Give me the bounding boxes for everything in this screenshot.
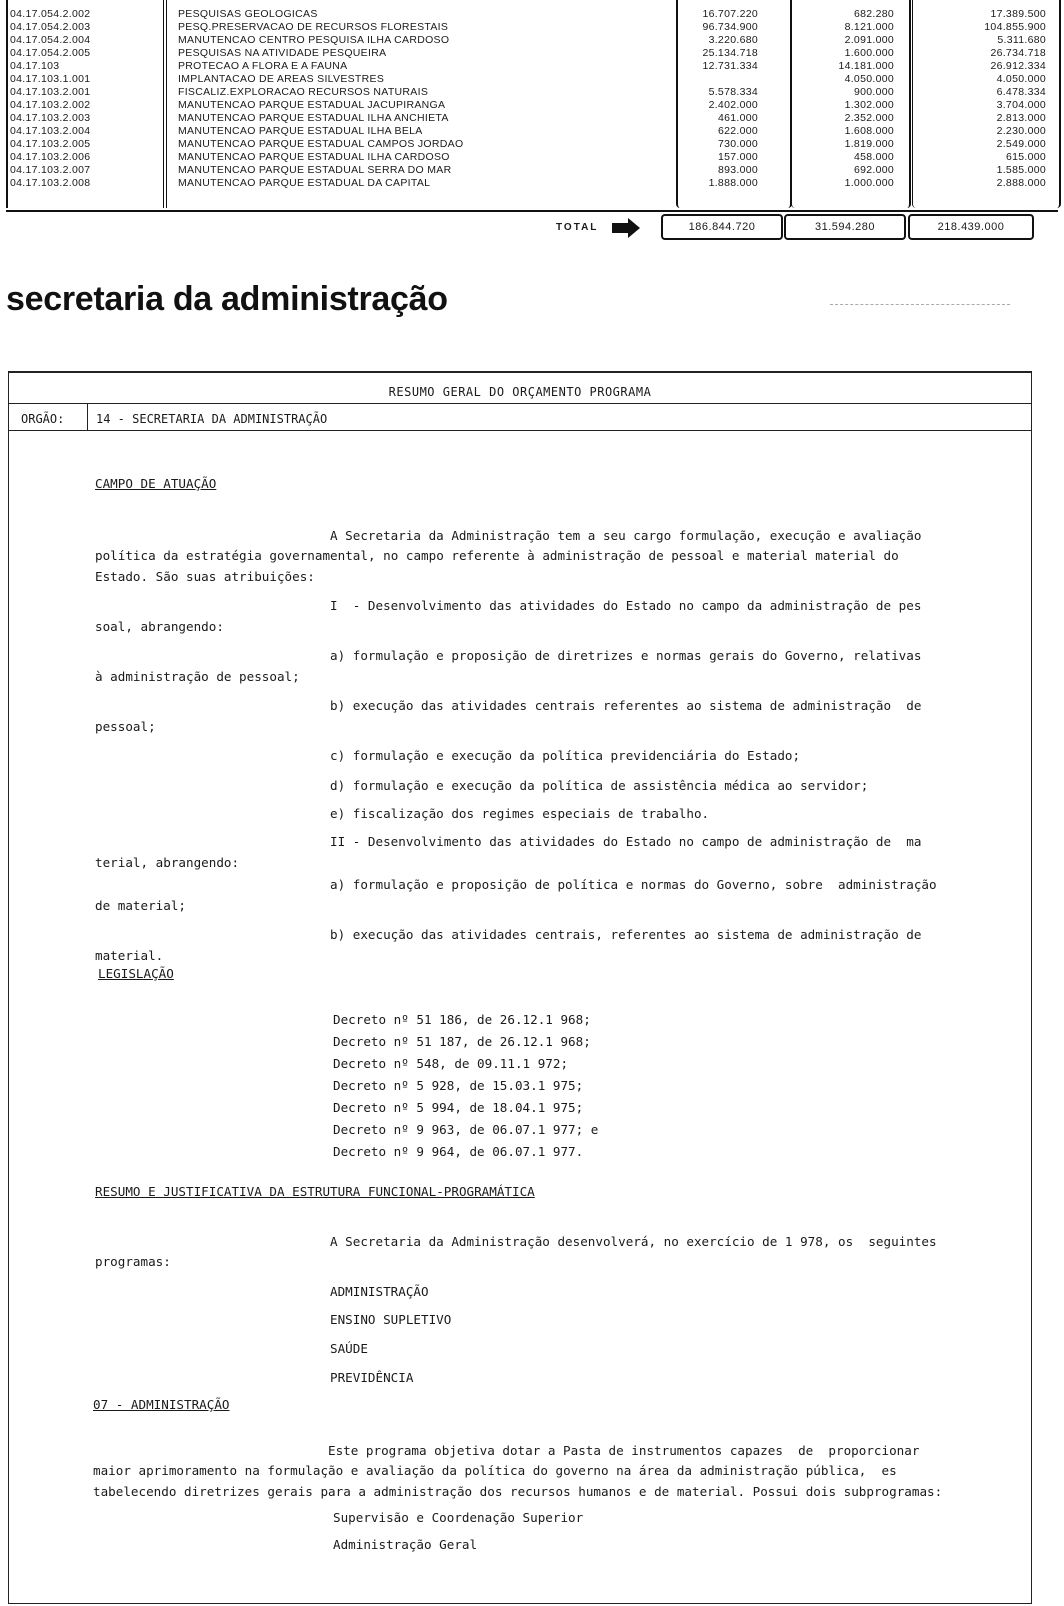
programa-item: PREVIDÊNCIA	[330, 1370, 414, 1385]
p1-line3: Estado. São suas atribuições:	[95, 569, 315, 584]
section-heading: secretaria da administração	[6, 280, 448, 318]
item-ib-line1: b) execução das atividades centrais referentes ao sistema de administração de	[330, 698, 922, 713]
row-code: 04.17.054.2.005	[10, 47, 91, 59]
org-value: 14 - SECRETARIA DA ADMINISTRAÇÃO	[96, 412, 328, 426]
decreto-item: Decreto nº 548, de 09.11.1 972;	[333, 1056, 569, 1071]
table-row	[6, 125, 1058, 137]
row-value-3: 5.311.680	[997, 34, 1046, 46]
row-value-1: 16.707.220	[702, 8, 758, 20]
org-row	[9, 404, 1031, 431]
item-id: d) formulação e execução da política de assistência médica ao servidor;	[330, 778, 869, 793]
row-value-3: 2.813.000	[996, 112, 1046, 124]
item-i-line2: soal, abrangendo:	[95, 619, 224, 634]
row-value-3: 104.855.900	[984, 21, 1046, 33]
table-row	[6, 151, 1058, 163]
item-ii-line2: terial, abrangendo:	[95, 855, 240, 870]
row-description: MANUTENCAO PARQUE ESTADUAL DA CAPITAL	[178, 177, 431, 189]
decreto-item: Decreto nº 51 186, de 26.12.1 968;	[333, 1012, 591, 1027]
row-value-3: 615.000	[1005, 151, 1046, 163]
decreto-item: Decreto nº 9 963, de 06.07.1 977; e	[333, 1122, 599, 1137]
row-value-2: 682.280	[853, 8, 894, 20]
decreto-item: Decreto nº 51 187, de 26.12.1 968;	[333, 1034, 591, 1049]
row-code: 04.17.103.2.006	[10, 151, 91, 163]
row-description: MANUTENCAO PARQUE ESTADUAL JACUPIRANGA	[178, 99, 446, 111]
adm-line2: maior aprimoramento na formulação e avaliação da política do governo na área da administração pública, es	[93, 1463, 897, 1478]
row-value-3: 3.704.000	[996, 99, 1046, 111]
row-value-2: 1.000.000	[844, 177, 894, 189]
row-value-1: 96.734.900	[702, 21, 758, 33]
heading-rule	[830, 304, 1010, 305]
row-value-1: 5.578.334	[708, 86, 758, 98]
item-iia-line1: a) formulação e proposição de política e normas do Governo, sobre administração	[330, 877, 937, 892]
table-row	[6, 112, 1058, 124]
row-value-1: 893.000	[717, 164, 758, 176]
row-code: 04.17.103.1.001	[10, 73, 91, 85]
row-code: 04.17.103.2.004	[10, 125, 91, 137]
row-value-3: 1.585.000	[996, 164, 1046, 176]
table-row	[6, 138, 1058, 150]
programa-item: SAÚDE	[330, 1341, 368, 1356]
row-value-1: 157.000	[717, 151, 758, 163]
row-value-2: 14.181.000	[838, 60, 894, 72]
row-value-1: 461.000	[717, 112, 758, 124]
decreto-item: Decreto nº 5 994, de 18.04.1 975;	[333, 1100, 584, 1115]
subprograma-item: Supervisão e Coordenação Superior	[333, 1510, 584, 1525]
row-value-3: 2.549.000	[996, 138, 1046, 150]
adm-line3: tabelecendo diretrizes gerais para a administração dos recursos humanos e de material. Possui dois subprogramas:	[93, 1484, 943, 1499]
item-i-line1: I - Desenvolvimento das atividades do Estado no campo da administração de pes	[330, 598, 922, 613]
table-row	[6, 60, 1058, 72]
row-value-3: 17.389.500	[990, 8, 1046, 20]
row-value-2: 1.302.000	[844, 99, 894, 111]
row-value-3: 26.912.334	[990, 60, 1046, 72]
row-value-2: 2.091.000	[844, 34, 894, 46]
row-value-2: 900.000	[853, 86, 894, 98]
adm-line1: Este programa objetiva dotar a Pasta de instrumentos capazes de proporcionar	[328, 1443, 920, 1458]
row-code: 04.17.103.2.005	[10, 138, 91, 150]
arrow-right-icon	[612, 218, 640, 238]
row-description: MANUTENCAO PARQUE ESTADUAL ILHA ANCHIETA	[178, 112, 449, 124]
row-value-1: 2.402.000	[708, 99, 758, 111]
decreto-item: Decreto nº 9 964, de 06.07.1 977.	[333, 1144, 584, 1159]
table-row	[6, 47, 1058, 59]
row-value-1: 622.000	[717, 125, 758, 137]
frame-title: RESUMO GERAL DO ORÇAMENTO PROGRAMA	[388, 385, 652, 399]
table-row	[6, 21, 1058, 33]
total-row	[0, 212, 1064, 242]
item-ie: e) fiscalização dos regimes especiais de trabalho.	[330, 806, 710, 821]
item-iia-line2: de material;	[95, 898, 186, 913]
item-ia-line2: à administração de pessoal;	[95, 669, 300, 684]
row-value-3: 2.888.000	[996, 177, 1046, 189]
p1-line1: A Secretaria da Administração tem a seu cargo formulação, execução e avaliação	[330, 528, 922, 543]
row-value-1: 730.000	[717, 138, 758, 150]
row-code: 04.17.103.2.002	[10, 99, 91, 111]
row-description: MANUTENCAO PARQUE ESTADUAL ILHA CARDOSO	[178, 151, 450, 163]
row-code: 04.17.054.2.003	[10, 21, 91, 33]
item-ic: c) formulação e execução da política previdenciária do Estado;	[330, 748, 801, 763]
row-value-3: 6.478.334	[996, 86, 1046, 98]
item-iib-line2: material.	[95, 948, 164, 963]
row-value-2: 1.600.000	[844, 47, 894, 59]
table-row	[6, 86, 1058, 98]
programa-item: ADMINISTRAÇÃO	[330, 1284, 429, 1299]
total-value-2: 31.594.280	[784, 214, 906, 240]
row-code: 04.17.103	[10, 60, 60, 72]
row-value-3: 26.734.718	[990, 47, 1046, 59]
row-value-1: 3.220.680	[708, 34, 758, 46]
row-description: MANUTENCAO CENTRO PESQUISA ILHA CARDOSO	[178, 34, 450, 46]
row-code: 04.17.103.2.003	[10, 112, 91, 124]
legislacao-heading: LEGISLAÇÃO	[98, 966, 174, 981]
item-ii-line1: II - Desenvolvimento das atividades do Estado no campo de administração de ma	[330, 834, 922, 849]
row-code: 04.17.103.2.001	[10, 86, 91, 98]
row-description: PESQ.PRESERVACAO DE RECURSOS FLORESTAIS	[178, 21, 449, 33]
row-description: FISCALIZ.EXPLORACAO RECURSOS NATURAIS	[178, 86, 429, 98]
row-code: 04.17.103.2.008	[10, 177, 91, 189]
p1-line2: política da estratégia governamental, no campo referente à administração de pessoal e material material do	[95, 548, 899, 563]
item-iib-line1: b) execução das atividades centrais, referentes ao sistema de administração de	[330, 927, 922, 942]
table-row	[6, 8, 1058, 20]
total-value-1: 186.844.720	[661, 214, 783, 240]
administracao-heading: 07 - ADMINISTRAÇÃO	[93, 1397, 230, 1412]
decreto-item: Decreto nº 5 928, de 15.03.1 975;	[333, 1078, 584, 1093]
programa-item: ENSINO SUPLETIVO	[330, 1312, 452, 1327]
item-ib-line2: pessoal;	[95, 719, 156, 734]
resumo-heading: RESUMO E JUSTIFICATIVA DA ESTRUTURA FUNCIONAL-PROGRAMÁTICA	[95, 1184, 535, 1199]
frame-title-row	[9, 373, 1031, 404]
row-value-2: 1.819.000	[844, 138, 894, 150]
subprograma-item: Administração Geral	[333, 1537, 478, 1552]
row-value-2: 4.050.000	[844, 73, 894, 85]
org-label: ORGÃO:	[21, 412, 65, 426]
campo-heading: CAMPO DE ATUAÇÃO	[95, 476, 217, 491]
row-code: 04.17.054.2.002	[10, 8, 91, 20]
row-value-1: 12.731.334	[702, 60, 758, 72]
resumo-line2: programas:	[95, 1254, 171, 1269]
table-row	[6, 99, 1058, 111]
row-description: MANUTENCAO PARQUE ESTADUAL CAMPOS JORDAO	[178, 138, 464, 150]
row-value-3: 4.050.000	[996, 73, 1046, 85]
total-label: TOTAL	[556, 222, 599, 233]
row-description: IMPLANTACAO DE AREAS SILVESTRES	[178, 73, 385, 85]
table-row	[6, 177, 1058, 189]
row-value-1: 25.134.718	[702, 47, 758, 59]
row-value-2: 692.000	[853, 164, 894, 176]
row-code: 04.17.103.2.007	[10, 164, 91, 176]
row-description: PESQUISAS NA ATIVIDADE PESQUEIRA	[178, 47, 387, 59]
row-value-2: 2.352.000	[844, 112, 894, 124]
item-ia-line1: a) formulação e proposição de diretrizes e normas gerais do Governo, relativas	[330, 648, 922, 663]
row-value-1: 1.888.000	[708, 177, 758, 189]
table-row	[6, 73, 1058, 85]
row-description: PESQUISAS GEOLOGICAS	[178, 8, 318, 20]
row-value-2: 1.608.000	[844, 125, 894, 137]
budget-table	[6, 0, 1058, 212]
org-divider	[87, 404, 88, 430]
row-value-2: 8.121.000	[844, 21, 894, 33]
row-description: PROTECAO A FLORA E A FAUNA	[178, 60, 348, 72]
row-value-3: 2.230.000	[996, 125, 1046, 137]
row-value-2: 458.000	[853, 151, 894, 163]
table-row	[6, 34, 1058, 46]
row-description: MANUTENCAO PARQUE ESTADUAL SERRA DO MAR	[178, 164, 452, 176]
table-row	[6, 164, 1058, 176]
resumo-line1: A Secretaria da Administração desenvolverá, no exercício de 1 978, os seguintes	[330, 1234, 937, 1249]
row-description: MANUTENCAO PARQUE ESTADUAL ILHA BELA	[178, 125, 423, 137]
row-code: 04.17.054.2.004	[10, 34, 91, 46]
total-value-3: 218.439.000	[908, 214, 1034, 240]
